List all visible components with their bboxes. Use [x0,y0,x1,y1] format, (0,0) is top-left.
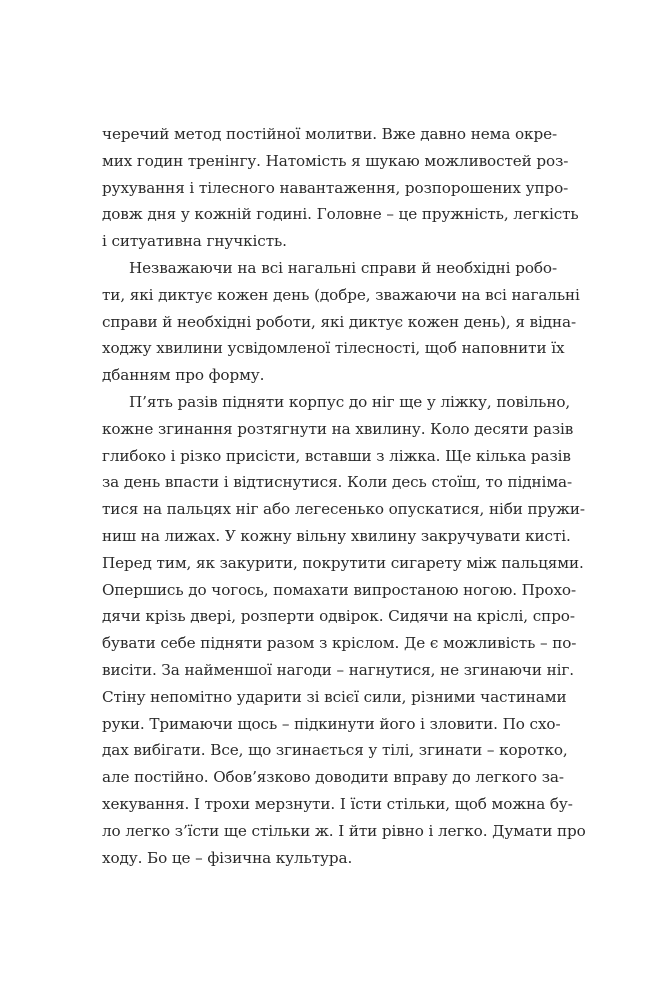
text-line: ниш на лижах. У кожну вільну хвилину закручувати кисті. [102,526,571,545]
text-line: тися на пальцях ніг або легесенько опускатися, ніби пружи- [102,500,585,519]
text-line: висіти. За найменшої нагоди – нагнутися, не згинаючи ніг. [102,660,574,679]
text-line: дбанням про форму. [102,366,265,385]
text-line: П’ять разів підняти корпус до ніг ще у ліжку, повільно, [129,392,571,411]
text-line: бувати себе підняти разом з кріслом. Де є можливість – по- [102,634,577,653]
text-line: але постійно. Обов’язково доводити вправу до легкого за- [102,768,564,787]
text-line: Стіну непомітно ударити зі всієї сили, різними частинами [102,687,567,706]
text-line: ти, які диктує кожен день (добре, зважаючи на всі нагальні [102,285,580,304]
text-line: дячи крізь двері, розперти одвірок. Сидячи на кріслі, спро- [102,607,575,626]
text-line: Незважаючи на всі нагальні справи й необхідні робо- [129,258,557,277]
text-line: глибоко і різко присісти, вставши з ліжка. Ще кілька разів [102,446,571,465]
text-line: руки. Тримаючи щось – підкинути його і зловити. По схо- [102,714,561,733]
text-line: черечий метод постійної молитви. Вже давно нема окре- [102,125,557,143]
text-line: Перед тим, як закурити, покрутити сигарету між пальцями. [102,553,584,572]
text-line: ходжу хвилини усвідомленої тілесності, щоб наповнити їх [102,339,565,358]
text-line: рухування і тілесного навантаження, розпорошених упро- [102,178,569,197]
paragraph [102,255,580,389]
body-text [102,121,586,871]
text-line: Опершись до чогось, помахати випростаною ногою. Прохо- [102,580,577,599]
paragraph [102,121,579,255]
text-line: довж дня у кожній годині. Головне – це пружність, легкість [102,205,579,224]
text-line: і ситуативна гнучкість. [102,232,287,251]
paragraph [102,389,586,871]
text-line: кожне згинання розтягнути на хвилину. Коло десяти разів [102,419,574,438]
text-line: справи й необхідні роботи, які диктує кожен день), я відна- [102,312,576,331]
text-line: дах вибігати. Все, що згинається у тілі, згинати – коротко, [102,741,568,760]
text-line: ходу. Бо це – фізична культура. [102,848,353,867]
text-line: за день впасти і відтиснутися. Коли десь стоїш, то підніма- [102,473,573,492]
text-line: хекування. І трохи мерзнути. І їсти стільки, щоб можна бу- [102,794,573,813]
text-line: мих годин тренінгу. Натомість я шукаю можливостей роз- [102,151,569,170]
text-line: ло легко з’їсти ще стільки ж. І йти рівно і легко. Думати про [102,821,586,840]
